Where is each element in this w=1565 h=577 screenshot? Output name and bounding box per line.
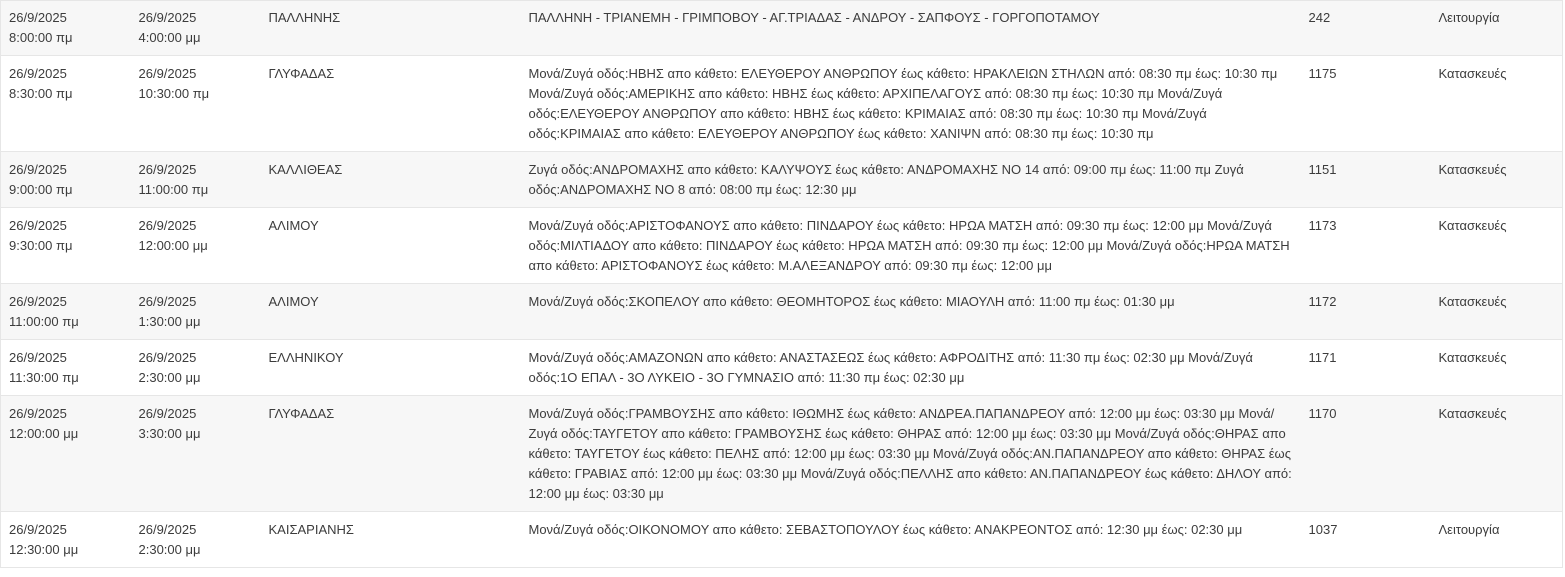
municipality-cell: ΕΛΛΗΝΙΚΟΥ [261, 340, 521, 396]
start-time: 12:00:00 μμ [9, 426, 79, 441]
start-cell [1, 396, 131, 512]
reason-cell: Λειτουργία [1431, 1, 1563, 56]
number-cell: 1037 [1301, 512, 1431, 568]
start-date: 26/9/2025 [9, 294, 67, 309]
description-cell: Μονά/Ζυγά οδός:ΗΒΗΣ απο κάθετο: ΕΛΕΥΘΕΡΟΥ ΑΝΘΡΩΠΟΥ έως κάθετο: ΗΡΑΚΛΕΙΩΝ ΣΤΗΛΩΝ από: 08:30 πμ έως: 10:30 πμ Μονά/Ζυγά οδός:ΑΜΕΡΙΚΗΣ απο κάθετο: ΗΒΗΣ έως κάθετο: ΑΡΧΙΠΕΛΑΓΟΥΣ από: 08:30 πμ έως: 10:30 πμ Μονά/Ζυγά οδός:ΕΛΕΥΘΕΡΟΥ ΑΝΘΡΩΠΟΥ απο κάθετο: ΗΒΗΣ έως κάθετο: ΚΡΙΜΑΙΑΣ από: 08:30 πμ έως: 10:30 πμ Μονά/Ζυγά οδός:ΚΡΙΜΑΙΑΣ απο κάθετο: ΕΛΕΥΘΕΡΟΥ ΑΝΘΡΩΠΟΥ έως κάθετο: ΧΑΝΙΨΝ από: 08:30 πμ έως: 10:30 πμ [521, 56, 1301, 152]
start-cell [1, 340, 131, 396]
start-cell [1, 284, 131, 340]
number-cell: 1170 [1301, 396, 1431, 512]
municipality-cell: ΓΛΥΦΑΔΑΣ [261, 56, 521, 152]
end-time: 11:00:00 πμ [138, 182, 209, 197]
start-cell [1, 512, 131, 568]
start-time: 11:30:00 πμ [9, 370, 79, 385]
end-cell [131, 208, 261, 284]
end-time: 3:30:00 μμ [138, 426, 201, 441]
end-cell [131, 512, 261, 568]
start-cell [1, 1, 131, 56]
end-cell [131, 340, 261, 396]
start-time: 8:00:00 πμ [9, 30, 73, 45]
start-time: 8:30:00 πμ [9, 86, 73, 101]
start-date: 26/9/2025 [9, 10, 67, 25]
reason-cell: Κατασκευές [1431, 152, 1563, 208]
table-row [1, 340, 1563, 396]
end-time: 2:30:00 μμ [138, 542, 201, 557]
start-date: 26/9/2025 [9, 66, 67, 81]
municipality-cell: ΚΑΛΛΙΘΕΑΣ [261, 152, 521, 208]
reason-cell: Κατασκευές [1431, 208, 1563, 284]
description-cell: Μονά/Ζυγά οδός:ΓΡΑΜΒΟΥΣΗΣ απο κάθετο: ΙΘΩΜΗΣ έως κάθετο: ΑΝΔΡΕΑ.ΠΑΠΑΝΔΡΕΟΥ από: 12:00 μμ έως: 03:30 μμ Μονά/Ζυγά οδός:ΤΑΥΓΕΤΟΥ απο κάθετο: ΓΡΑΜΒΟΥΣΗΣ έως κάθετο: ΘΗΡΑΣ από: 12:00 μμ έως: 03:30 μμ Μονά/Ζυγά οδός:ΘΗΡΑΣ απο κάθετο: ΤΑΥΓΕΤΟΥ έως κάθετο: ΠΕΛΗΣ από: 12:00 μμ έως: 03:30 μμ Μονά/Ζυγά οδός:ΑΝ.ΠΑΠΑΝΔΡΕΟΥ απο κάθετο: ΘΗΡΑΣ έως κάθετο: ΓΡΑΒΙΑΣ από: 12:00 μμ έως: 03:30 μμ Μονά/Ζυγά οδός:ΠΕΛΛΗΣ απο κάθετο: ΑΝ.ΠΑΠΑΝΔΡΕΟΥ έως κάθετο: ΔΗΛΟΥ από: 12:00 μμ έως: 03:30 μμ [521, 396, 1301, 512]
end-cell [131, 1, 261, 56]
municipality-cell: ΑΛΙΜΟΥ [261, 208, 521, 284]
municipality-cell: ΠΑΛΛΗΝΗΣ [261, 1, 521, 56]
end-cell [131, 396, 261, 512]
table-row [1, 1, 1563, 56]
end-time: 12:00:00 μμ [138, 238, 208, 253]
reason-cell: Λειτουργία [1431, 512, 1563, 568]
end-date: 26/9/2025 [138, 66, 197, 81]
reason-cell: Κατασκευές [1431, 56, 1563, 152]
end-date: 26/9/2025 [138, 218, 197, 233]
end-date: 26/9/2025 [138, 522, 197, 537]
table-row [1, 208, 1563, 284]
start-time: 11:00:00 πμ [9, 314, 79, 329]
reason-cell: Κατασκευές [1431, 284, 1563, 340]
description-cell: Μονά/Ζυγά οδός:ΣΚΟΠΕΛΟΥ απο κάθετο: ΘΕΟΜΗΤΟΡΟΣ έως κάθετο: ΜΙΑΟΥΛΗ από: 11:00 πμ έως: 01:30 μμ [521, 284, 1301, 340]
end-date: 26/9/2025 [138, 10, 197, 25]
table-row [1, 152, 1563, 208]
end-time: 4:00:00 μμ [138, 30, 201, 45]
table-row [1, 512, 1563, 568]
number-cell: 1151 [1301, 152, 1431, 208]
start-time: 9:30:00 πμ [9, 238, 73, 253]
municipality-cell: ΑΛΙΜΟΥ [261, 284, 521, 340]
start-cell [1, 56, 131, 152]
reason-cell: Κατασκευές [1431, 340, 1563, 396]
start-date: 26/9/2025 [9, 522, 67, 537]
number-cell: 1172 [1301, 284, 1431, 340]
end-time: 10:30:00 πμ [138, 86, 210, 101]
end-date: 26/9/2025 [138, 162, 197, 177]
number-cell: 242 [1301, 1, 1431, 56]
start-time: 9:00:00 πμ [9, 182, 73, 197]
description-cell: ΠΑΛΛΗΝΗ - ΤΡΙΑΝΕΜΗ - ΓΡΙΜΠΟΒΟΥ - ΑΓ.ΤΡΙΑΔΑΣ - ΑΝΔΡΟΥ - ΣΑΠΦΟΥΣ - ΓΟΡΓΟΠΟΤΑΜΟΥ [521, 1, 1301, 56]
number-cell: 1175 [1301, 56, 1431, 152]
description-cell: Μονά/Ζυγά οδός:ΟΙΚΟΝΟΜΟΥ απο κάθετο: ΣΕΒΑΣΤΟΠΟΥΛΟΥ έως κάθετο: ΑΝΑΚΡΕΟΝΤΟΣ από: 12:30 μμ έως: 02:30 μμ [521, 512, 1301, 568]
municipality-cell: ΚΑΙΣΑΡΙΑΝΗΣ [261, 512, 521, 568]
end-cell [131, 56, 261, 152]
table-row [1, 284, 1563, 340]
end-cell [131, 284, 261, 340]
end-date: 26/9/2025 [138, 406, 197, 421]
end-cell [131, 152, 261, 208]
end-time: 1:30:00 μμ [138, 314, 201, 329]
description-cell: Μονά/Ζυγά οδός:ΑΡΙΣΤΟΦΑΝΟΥΣ απο κάθετο: ΠΙΝΔΑΡΟΥ έως κάθετο: ΗΡΩΑ ΜΑΤΣΗ από: 09:30 πμ έως: 12:00 μμ Μονά/Ζυγά οδός:ΜΙΛΤΙΑΔΟΥ απο κάθετο: ΠΙΝΔΑΡΟΥ έως κάθετο: ΗΡΩΑ ΜΑΤΣΗ από: 09:30 πμ έως: 12:00 μμ Μονά/Ζυγά οδός:ΗΡΩΑ ΜΑΤΣΗ απο κάθετο: ΑΡΙΣΤΟΦΑΝΟΥΣ έως κάθετο: Μ.ΑΛΕΞΑΝΔΡΟΥ από: 09:30 πμ έως: 12:00 μμ [521, 208, 1301, 284]
start-date: 26/9/2025 [9, 162, 67, 177]
start-cell [1, 208, 131, 284]
table-row [1, 396, 1563, 512]
start-date: 26/9/2025 [9, 218, 67, 233]
table-row [1, 56, 1563, 152]
start-time: 12:30:00 μμ [9, 542, 79, 557]
end-date: 26/9/2025 [138, 350, 197, 365]
number-cell: 1171 [1301, 340, 1431, 396]
end-date: 26/9/2025 [138, 294, 197, 309]
reason-cell: Κατασκευές [1431, 396, 1563, 512]
start-cell [1, 152, 131, 208]
description-cell: Ζυγά οδός:ΑΝΔΡΟΜΑΧΗΣ απο κάθετο: ΚΑΛΥΨΟΥΣ έως κάθετο: ΑΝΔΡΟΜΑΧΗΣ ΝΟ 14 από: 09:00 πμ έως: 11:00 πμ Ζυγά οδός:ΑΝΔΡΟΜΑΧΗΣ ΝΟ 8 από: 08:00 πμ έως: 12:30 μμ [521, 152, 1301, 208]
start-date: 26/9/2025 [9, 350, 67, 365]
start-date: 26/9/2025 [9, 406, 67, 421]
municipality-cell: ΓΛΥΦΑΔΑΣ [261, 396, 521, 512]
description-cell: Μονά/Ζυγά οδός:ΑΜΑΖΟΝΩΝ απο κάθετο: ΑΝΑΣΤΑΣΕΩΣ έως κάθετο: ΑΦΡΟΔΙΤΗΣ από: 11:30 πμ έως: 02:30 μμ Μονά/Ζυγά οδός:1Ο ΕΠΑΛ - 3Ο ΛΥΚΕΙΟ - 3Ο ΓΥΜΝΑΣΙΟ από: 11:30 πμ έως: 02:30 μμ [521, 340, 1301, 396]
number-cell: 1173 [1301, 208, 1431, 284]
end-time: 2:30:00 μμ [138, 370, 201, 385]
